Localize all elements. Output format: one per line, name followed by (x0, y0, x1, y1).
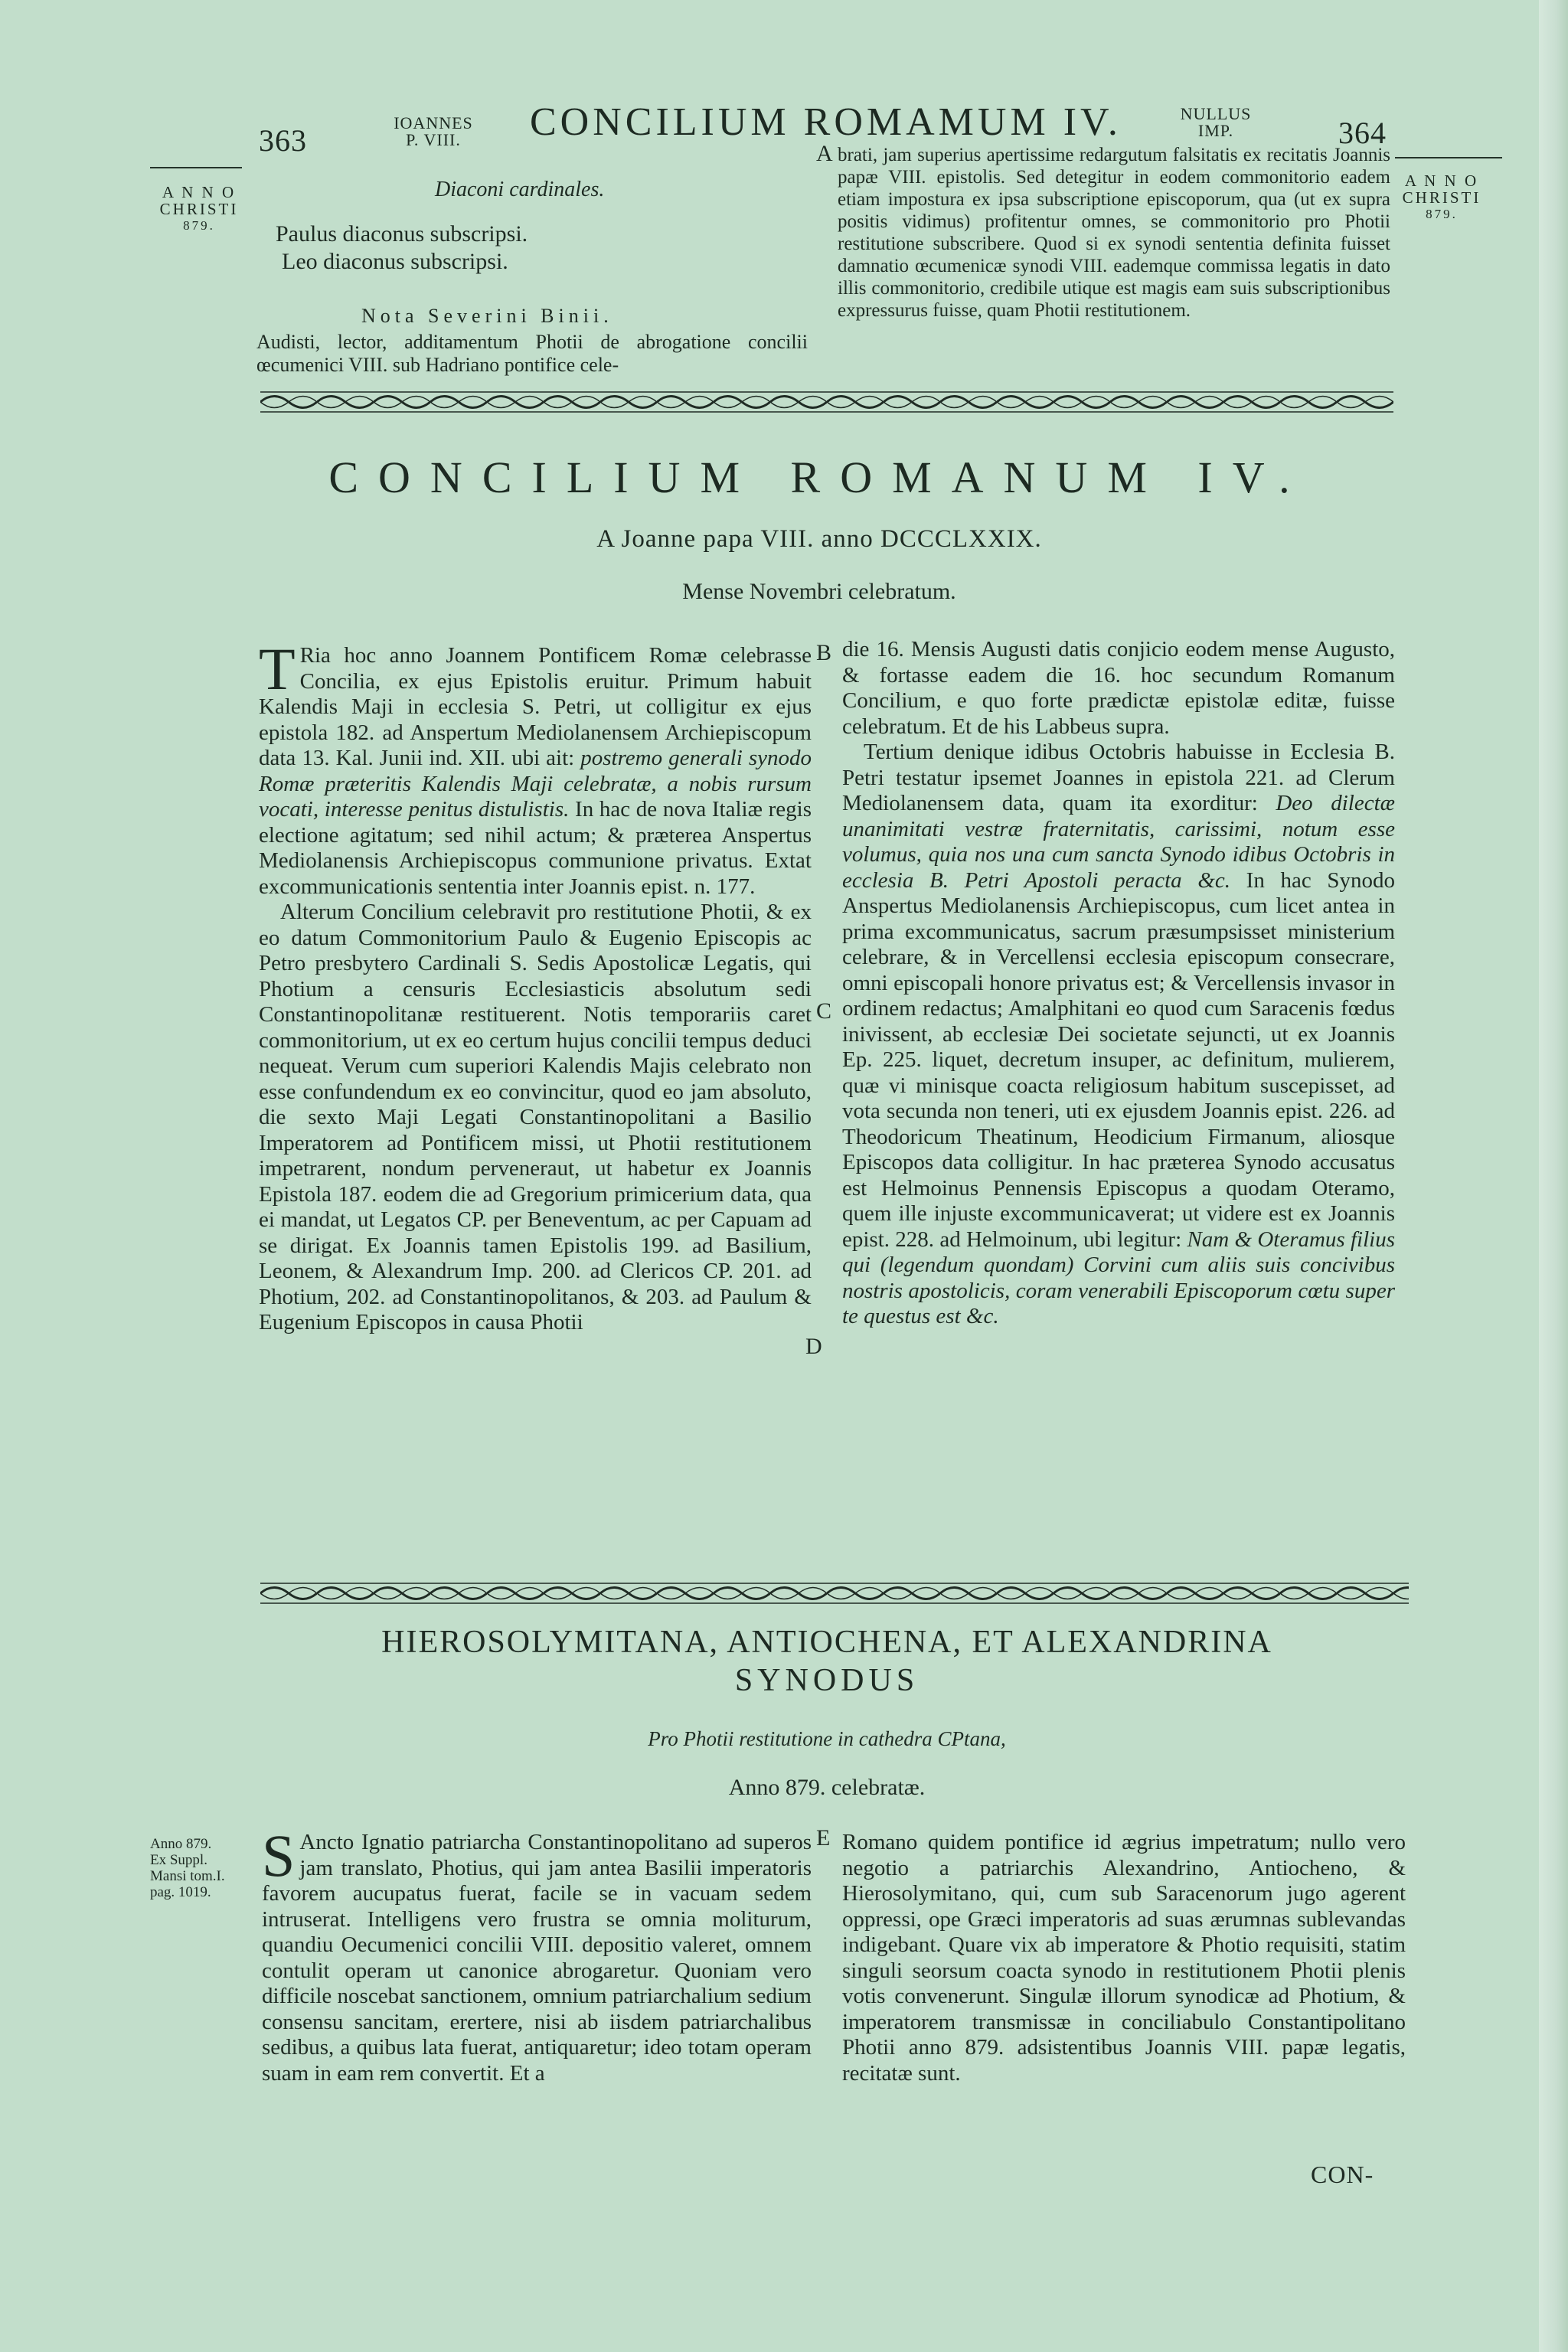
margin-letter-e: E (816, 1825, 831, 1851)
margin-anno-left (145, 184, 253, 234)
header-right-label-line: IMP. (1197, 121, 1234, 140)
paragraph: Ria hoc anno Joannem Pontificem Romæ celebrasse Concilia, ex ejus Epistolis eruitur. Primum habuit Kalendis Maji in ecclesia S. Petri, ut colligitur ex ejus epistola 182. ad Anspertum Mediolanensem Archiepiscopum data 13. Kal. Junii ind. XII. ubi ait: (259, 643, 812, 770)
nota-text: Audisti, lector, additamentum Photii de abrogatione concilii œcumenici VIII. sub Hadriano pontifice cele- (256, 331, 808, 376)
margin-letter-c: C (816, 998, 832, 1024)
header-rule-left (150, 167, 242, 168)
section-title: CONCILIUM ROMANUM IV. (328, 452, 1310, 502)
paragraph: Tertium denique idibus Octobris habuisse in Ecclesia B. Petri testatur ipsemet Joannes in epistola 221. ad Clerum Mediolanensem data, quam ita exorditur: (842, 740, 1395, 815)
header-right-label-line: NULLUS (1180, 104, 1252, 123)
margin-letter-a: A (816, 141, 833, 166)
margin-anno-line: CHRISTI (159, 200, 239, 218)
header-left-label-line: IOANNES (394, 113, 473, 132)
ornament-band (260, 1580, 1409, 1606)
section2-column-left (262, 1822, 812, 2086)
column-left (259, 635, 812, 1336)
paragraph: die 16. Mensis Augusti datis conjicio eodem mense Augusto, & fortasse eadem die 16. hoc secundum Romanum Concilium, e quo forte prædictæ epistolæ editæ, fuisse celebratum. Et de his Labbeus supra. (842, 637, 1395, 739)
margin-anno-line: 879. (1426, 207, 1458, 221)
section2-subtitle: Pro Photii restitutione in cathedra CPtana, (648, 1727, 1006, 1750)
paragraph: Romano quidem pontifice id ægrius impetratum; nullo vero negotio a patriarchis Alexandrino, Antiocheno, & Hierosolymitano, qui, cum sub Saracenorum jugo agerent oppressi, ope Græci imperatoris ad suas ærumnas sublevandas indigebant. Quare vix ab imperatore & Photio requisiti, statim singuli seorsum coacta synodo in restitutionem Photii plenis votis convenerunt. Singulæ illorum synodicæ ad Photium, & imperatorem transmissæ in conciliabulo Constantipolitano Photii anno 879. adsistentibus Joannis VIII. papæ legatis, recitatæ sunt. (842, 1830, 1406, 2086)
paragraph: Ancto Ignatio patriarcha Constantinopolitano ad superos jam translato, Photius, qui jam antea Basilii imperatoris favorem aucupatus fuerat, facile se in vacuam sedem intruserat. Intelligens vero frustra se omnia moliturum, quandiu Oecumenici concilii VIII. depositio valeret, omnem contulit operam ut canonice abrogaretur. Quoniam vero difficile noscebat sanctionem, omnium patriarchalium sedium consensu sancitam, erertere, nisi ab iisdem patriarchalibus sedibus, a quibus lata fuerat, antiquaretur; ideo totam operam suam in eam rem convertit. Et a (262, 1830, 812, 2086)
margin-letter-d: D (805, 1334, 822, 1359)
header-left-label (380, 115, 487, 149)
margin-letter-b: B (816, 640, 832, 665)
running-title: CONCILIUM ROMAMUM IV. (530, 100, 1122, 144)
header-right-label (1170, 106, 1262, 139)
section2-subtitle-2: Anno 879. celebratæ. (728, 1775, 926, 1800)
top-right-text: brati, jam superius apertissime redargutum falsitatis ex recitatis Joannis papæ VIII. epistolis. Sed detegitur in eodem commonitorio eadem etiam impostura ex ipsa subscriptione episcoporum, qua (ut ex supra positis vidimus) profitentur omnes, se commonitorio pro Photii restitutione subscribere. Quod si ex synodi sententia definita fuisset damnatio œcumenicæ synodi VIII. eademque commissa legatis in dato illis commonitorio, credibile utique est magis eam suis subscriptionibus expressurus fuisse, quam Photii restitutionem. (838, 145, 1390, 321)
drop-cap: T (259, 635, 296, 702)
section2-column-right (842, 1830, 1406, 2086)
paragraph: In hac Synodo Anspertus Mediolanensis Archiepiscopus, cum licet antea in prima excommunicatus, sacrum præsumpsisset ministerium celebrare, & in Vercellensi ecclesia episcopum consecrare, omni episcopali honore privatus est; & Vercellensis invasor in ordinem redactus; Amalphitani eo quod cum Saracenis fœdus inivissent, ab ecclesiæ Dei societate sejuncti, ut ex Joannis Ep. 225. liquet, decretum insuper, ac definitum, mulierem, quæ vi minisque coacta religiosum habitum suscepisset, ad vota secunda non teneri, uti ex ejusdem Joannis epist. 226. ad Theodoricum Theatinum, Heodicium Firmanum, aliosque Episcopos data colligitur. In hac præterea Synodo accusatus est Helmoinus Pennensis Episcopus a quodam Oteramo, quem ille injuste excommunicaverat; ut videre est ex Joannis epist. 228. ad Helmoinum, ubi legitur: (842, 867, 1396, 1252)
quotation: Nam & Oteramus filius qui (legendum quondam) Corvini cum aliis suis concivibus nostris apostolicis, coram venerabili Episcoporum cœtu super te questus est &c. (842, 1227, 1395, 1328)
margin-anno-line: 879. (183, 218, 215, 233)
paragraph: Alterum Concilium celebravit pro restitutione Photii, & ex eo datum Commonitorium Paulo & Eugenio Episcopis ac Petro presbytero Cardinali S. Sedis Apostolicæ Legatis, qui Photium a censuris Ecclesiasticis absolutum sedi Constantinopolitanæ restituerent. Notis temporariis caret commonitorium, ut ex eo certum hujus concilii tempus deduci nequeat. Verum cum superiori Kalendis Majis celebrato non esse confundendum ex eo convincitur, quod eo jam absoluto, die sexto Maji Legati Constantinopolitani a Basilio Imperatorem ad Pontificem missi, ut Photii restitutionem impetrarent, nondum perveneraut, ut habetur ex Joannis Epistola 187. eodem die ad Gregorium primicerium data, qua ei mandat, ut Legatos CP. per Beneventum, ac per Capuam ad se dirigat. Ex Joannis tamen Epistolis 199. ad Basilium, Leonem, & Alexandrum Imp. 200. ad Clericos CP. 201. ad Photium, 202. ad Constantinopolitanos, & 203. ad Paulum & Eugenium Episcopos in causa Photii (259, 900, 812, 1334)
paragraph: In hac de nova Italiæ regis electione agitatum; sed nihil actum; & præterea Anspertus Mediolanensis Archiepiscopus communione privatus. Extat excommunicationis sententia inter Joannis epist. n. 177. (259, 797, 812, 899)
side-note-line: Anno 879. (150, 1836, 212, 1852)
margin-anno-line: A N N O (162, 183, 237, 201)
section-subtitle-2: Mense Novembri celebratum. (682, 579, 956, 604)
nota-heading: Nota Severini Binii. (361, 305, 613, 327)
diaconi-heading: Diaconi cardinales. (435, 178, 605, 201)
section2-title (245, 1623, 1409, 1700)
drop-cap: S (262, 1822, 296, 1889)
quotation: postremo generali synodo Romæ præteritis Kalendis Maji celebratæ, a nobis rursum vocati, interesse penitus distulistis. (259, 746, 812, 822)
header-left-label-line: P. VIII. (406, 130, 461, 149)
page-number-right: 364 (1338, 116, 1387, 150)
section2-title-line: SYNODUS (734, 1663, 920, 1698)
column-right (842, 637, 1395, 1330)
side-note-line: Mansi tom.I. (150, 1868, 225, 1884)
signature-line: Leo diaconus subscripsi. (282, 249, 508, 274)
margin-anno-line: CHRISTI (1402, 188, 1481, 207)
side-note-line: pag. 1019. (150, 1884, 211, 1900)
signature-line: Paulus diaconus subscripsi. (276, 221, 528, 247)
header-rule-right (1395, 157, 1502, 158)
page-edge (1539, 0, 1568, 2352)
side-note (150, 1836, 257, 1900)
margin-anno-line: A N N O (1404, 172, 1479, 190)
side-note-line: Ex Suppl. (150, 1852, 207, 1868)
margin-anno-right (1384, 172, 1499, 223)
section2-title-line: HIEROSOLYMITANA, ANTIOCHENA, ET ALEXANDRINA (381, 1625, 1272, 1660)
quotation: Deo dilectæ unanimitati vestræ fraternitatis, carissimi, notum esse volumus, quia nos una cum sancta Synodo idibus Octobris in ecclesia B. Petri Apostoli peracta &c. (842, 791, 1395, 893)
ornament-band (260, 389, 1393, 415)
catchword: CON- (1311, 2161, 1374, 2188)
page-number-left: 363 (259, 123, 307, 158)
section-subtitle: A Joanne papa VIII. anno DCCCLXXIX. (596, 525, 1042, 553)
